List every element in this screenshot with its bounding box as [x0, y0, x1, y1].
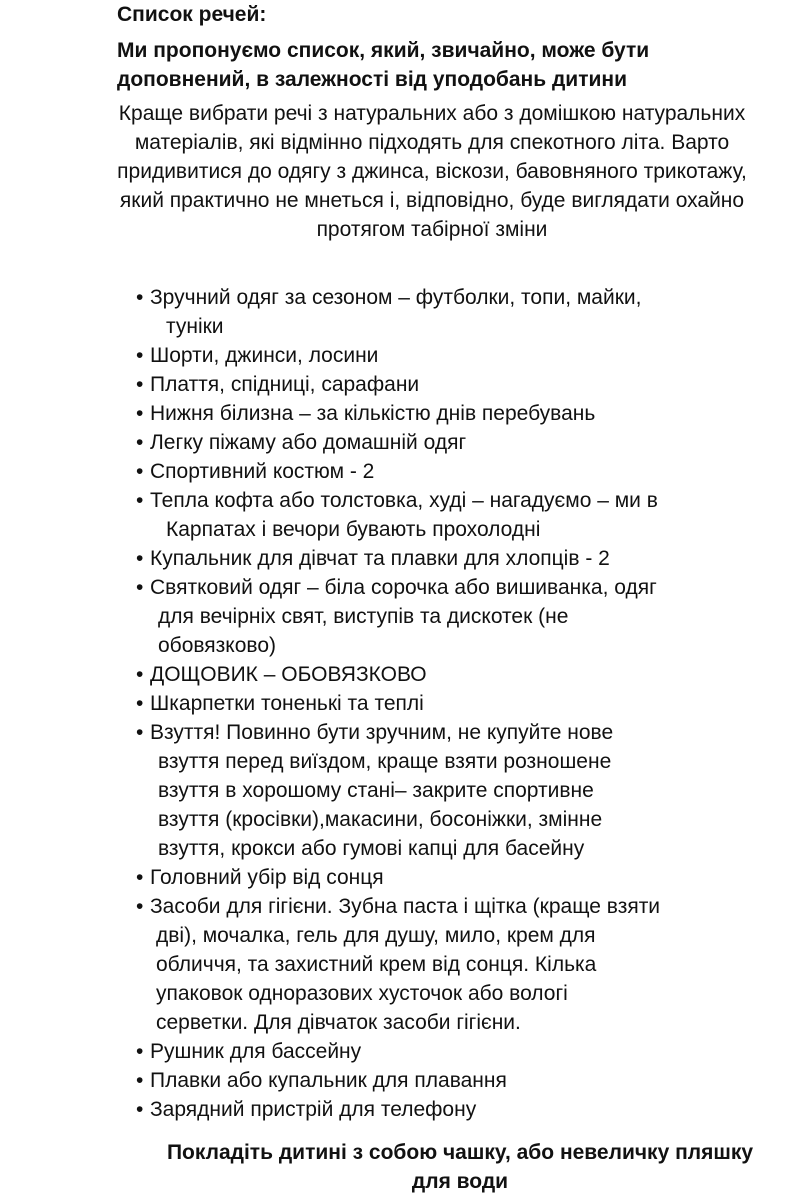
list-item [136, 1037, 776, 1066]
list-item-text [150, 1066, 776, 1095]
list-item-first-line: ДОЩОВИК – ОБОВЯЗКОВО [150, 663, 427, 686]
list-item-continuation-line: упаковок одноразових хусточок або вологі [156, 982, 568, 1005]
bullet-icon: • [136, 1040, 144, 1063]
bullet-icon: • [136, 866, 144, 889]
bullet-icon: • [136, 344, 144, 367]
list-item-first-line: Нижня білизна – за кількістю днів перебувань [150, 402, 596, 425]
list-item [136, 457, 776, 486]
list-item-first-line: Плавки або купальник для плавання [150, 1069, 507, 1092]
list-item-text [150, 544, 776, 573]
list-item-text [150, 370, 776, 399]
list-item [136, 486, 776, 544]
intro-paragraph: Краще вибрати речі з натуральних або з домішкою натуральних матеріалів, які відмінно підходять для спекотного літа. Варто придивитися до одягу з джинса, віскози, бавовняного трикотажу, який практично не мнеться і, відповідно, буде виглядати охайно протягом табірної зміни [117, 102, 747, 241]
list-item [136, 689, 776, 718]
list-item [136, 863, 776, 892]
bullet-icon: • [136, 1098, 144, 1121]
list-item [136, 428, 776, 457]
list-item-first-line: Рушник для бассейну [150, 1040, 362, 1063]
packing-list [136, 283, 776, 1124]
bullet-icon: • [136, 547, 144, 570]
list-item-continuation-line: взуття в хорошому стані– закрите спортивне [158, 779, 594, 802]
list-item-first-line: Шорти, джинси, лосини [150, 344, 379, 367]
list-item-text [150, 399, 776, 428]
list-item-text [150, 660, 776, 689]
bullet-icon: • [136, 663, 144, 686]
list-item-text [150, 457, 776, 486]
bullet-icon: • [136, 373, 144, 396]
list-item-continuation-line: взуття, крокси або гумові капці для басейну [158, 837, 585, 860]
list-item [136, 1095, 776, 1124]
list-item [136, 718, 776, 863]
list-item-continuation-line: для вечірніх свят, виступів та дискотек (не [158, 605, 569, 628]
list-item-first-line: Тепла кофта або толстовка, худі – нагадуємо – ми в [150, 489, 658, 512]
list-item-text [150, 689, 776, 718]
list-item-first-line: Зарядний пристрій для телефону [150, 1098, 477, 1121]
list-item-text [150, 428, 776, 457]
list-item-text [150, 1037, 776, 1066]
list-item-text [150, 1095, 776, 1124]
page-subtitle: Ми пропонуємо список, який, звичайно, може бути доповнений, в залежності від уподобань дитини [117, 39, 650, 91]
list-item-first-line: Купальник для дівчат та плавки для хлопців - 2 [150, 547, 610, 570]
list-item-first-line: Головний убір від сонця [150, 866, 384, 889]
list-item-text [150, 486, 776, 544]
list-item-continuation-line: взуття перед виїздом, краще взяти розношене [158, 750, 612, 773]
list-item-text [150, 718, 776, 863]
list-item-continuation-line: обовязково) [158, 634, 277, 657]
list-item [136, 892, 776, 1037]
list-item [136, 399, 776, 428]
bullet-icon: • [136, 402, 144, 425]
list-item-first-line: Легку піжаму або домашній одяг [150, 431, 467, 454]
bullet-icon: • [136, 1069, 144, 1092]
list-item-continuation-line: туніки [166, 315, 224, 338]
list-item-text [150, 341, 776, 370]
bullet-icon: • [136, 431, 144, 454]
list-item [136, 660, 776, 689]
list-item-continuation-line: обличчя, та захистний крем від сонця. Кілька [156, 953, 597, 976]
list-item [136, 544, 776, 573]
closing-note: Покладіть дитині з собою чашку, або невеличку пляшку для води [166, 1141, 754, 1193]
bullet-icon: • [136, 895, 144, 918]
list-item-first-line: Шкарпетки тоненькі та теплі [150, 692, 424, 715]
list-item [136, 283, 776, 341]
list-item-text [150, 892, 776, 1037]
bullet-icon: • [136, 460, 144, 483]
bullet-icon: • [136, 576, 144, 599]
list-item-first-line: Плаття, спідниці, сарафани [150, 373, 420, 396]
list-item-text [150, 573, 776, 660]
list-item [136, 573, 776, 660]
list-item-text [150, 863, 776, 892]
list-item-first-line: Зручний одяг за сезоном – футболки, топи, майки, [150, 286, 642, 309]
list-item [136, 370, 776, 399]
bullet-icon: • [136, 721, 144, 744]
list-item [136, 1066, 776, 1095]
list-item-first-line: Взуття! Повинно бути зручним, не купуйте нове [150, 721, 614, 744]
list-item-continuation-line: дві), мочалка, гель для душу, мило, крем для [156, 924, 596, 947]
page-title: Список речей: [117, 3, 267, 26]
bullet-icon: • [136, 286, 144, 309]
list-item-first-line: Засоби для гігієни. Зубна паста і щітка (краще взяти [150, 895, 661, 918]
list-item-text [150, 283, 776, 341]
list-item-first-line: Святковий одяг – біла сорочка або вишиванка, одяг [150, 576, 657, 599]
list-item-continuation-line: Карпатах і вечори бувають прохолодні [166, 518, 541, 541]
list-item-first-line: Спортивний костюм - 2 [150, 460, 375, 483]
bullet-icon: • [136, 692, 144, 715]
list-item-continuation-line: взуття (кросівки),макасини, босоніжки, змінне [158, 808, 603, 831]
bullet-icon: • [136, 489, 144, 512]
list-item-continuation-line: серветки. Для дівчаток засоби гігієни. [156, 1011, 521, 1034]
list-item [136, 341, 776, 370]
